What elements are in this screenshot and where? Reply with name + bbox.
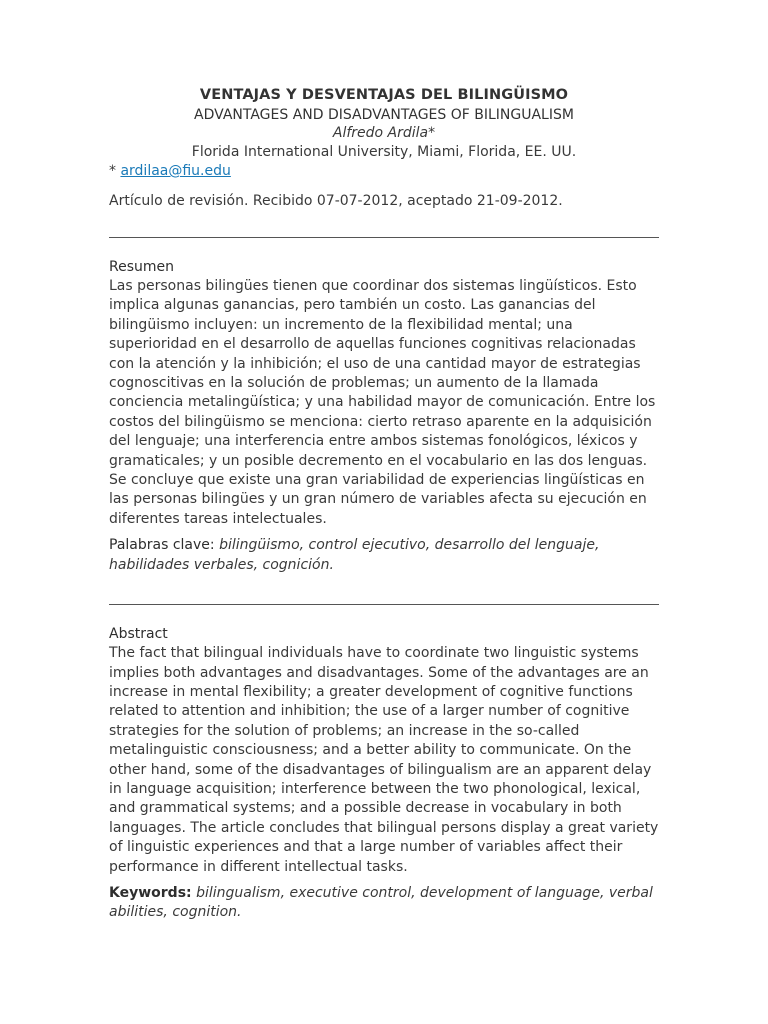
keywords-label: Keywords: — [109, 884, 192, 901]
palabras-clave-values: bilingüismo, control ejecutivo, desarrollo del lenguaje, habilidades verbales, cognición. — [109, 537, 600, 573]
abstract-keywords — [109, 884, 659, 923]
email-asterisk: * — [109, 163, 121, 179]
keywords-values: bilingualism, executive control, development of language, verbal abilities, cognition. — [109, 884, 653, 921]
resumen-text: Las personas bilingües tienen que coordinar dos sistemas lingüísticos. Esto implica algunas ganancias, pero también un costo. Las ganancias del bilingüismo incluyen: un incremento de la flexibilidad mental; una superioridad en el desarrollo de aquellas funciones cognitivas relacionadas con la atención y la inhibición; el uso de una cantidad mayor de estrategias cognoscitivas en la solución de problemas; un aumento de la llamada conciencia metalingüística; y una habilidad mayor de comunicación. Entre los costos del bilingüismo se menciona: cierto retraso aparente en la adquisición del lenguaje; una interferencia entre ambos sistemas fonológicos, léxicos y gramaticales; y un posible decremento en el vocabulario en las dos lenguas. Se concluye que existe una gran variabilidad de experiencias lingüísticas en las personas bilingües y un gran número de variables afecta su ejecución en diferentes tareas intelectuales. — [109, 278, 656, 527]
author-email-line — [109, 162, 659, 180]
author-email-link[interactable]: ardilaa@fiu.edu — [120, 163, 231, 179]
article-info: Artículo de revisión. Recibido 07-07-2012, aceptado 21-09-2012. — [109, 193, 563, 209]
abstract-heading: Abstract — [109, 626, 168, 643]
spanish-title: VENTAJAS Y DESVENTAJAS DEL BILINGÜISMO — [199, 87, 569, 103]
author-name: Alfredo Ardila* — [332, 125, 436, 141]
resumen-keywords — [109, 536, 659, 575]
author-affiliation: Florida International University, Miami, Florida, EE. UU. — [191, 144, 577, 160]
palabras-clave-label: Palabras clave: — [109, 537, 215, 554]
resumen-heading: Resumen — [109, 259, 175, 275]
divider-top — [109, 237, 659, 238]
abstract-text: The fact that bilingual individuals have to coordinate two linguistic systems implies both advantages and disadvantages. Some of the advantages are an increase in mental flexibility; a greater development of cognitive functions related to attention and inhibition; the use of a larger number of cognitive strategies for the solution of problems; an increase in the so-called metalinguistic consciousness; and a better ability to communicate. On the other hand, some of the disadvantages of bilingualism are an apparent delay in language acquisition; interference between the two phonological, lexical, and grammatical systems; and a possible decrease in vocabulary in both languages. The article concludes that bilingual persons display a great variety of linguistic experiences and that a large number of variables affect their performance in different intellectual tasks. — [109, 645, 659, 875]
paper-first-page — [109, 84, 659, 923]
english-title: ADVANTAGES AND DISADVANTAGES OF BILINGUALISM — [194, 107, 574, 123]
divider-middle — [109, 604, 659, 605]
